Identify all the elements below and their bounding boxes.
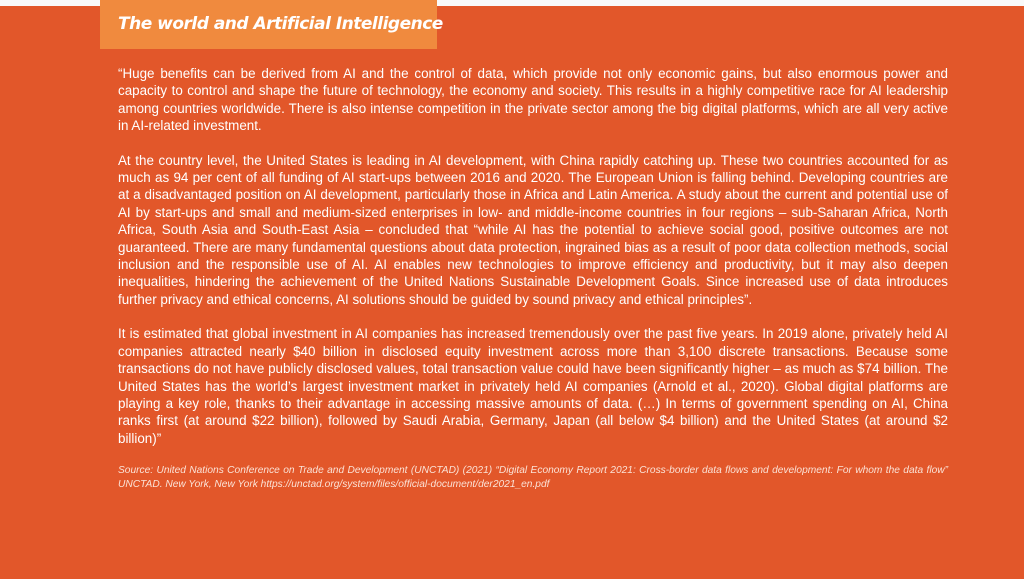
paragraph-2: At the country level, the United States is leading in AI development, with China rapidly catching up. These two countries accounted for as much as 94 per cent of all funding of AI start-ups between 2016 and 2020. The European Union is falling behind. Developing countries are at a disadvantaged position on AI development, particularly those in Africa and Latin America. A study about the current and potential use of AI by start-ups and small and medium-sized enterprises in low- and middle-income countries in four regions – sub-Saharan Africa, North Africa, South Asia and South-East Asia – concluded that “while AI has the potential to achieve social good, positive outcomes are not guaranteed. There are many fundamental questions about data protection, ingrained bias as a result of poor data collection methods, social inclusion and the responsible use of AI. AI enables new technologies to improve efficiency and productivity, but it may also deepen inequalities, hindering the achievement of the United Nations Sustainable Development Goals. Since increased use of data introduces further privacy and ethical concerns, AI solutions should be guided by sound privacy and ethical principles”. <box>118 152 948 307</box>
box-body <box>118 65 948 492</box>
source-citation: Source: United Nations Conference on Trade and Development (UNCTAD) (2021) “Digital Economy Report 2021: Cross-border data flows and development: For whom the data flow” UNCTAD. New York, New York https://unctad.org/system/files/official-document/der2021_en.pdf <box>118 465 948 491</box>
title-tab <box>100 0 443 49</box>
paragraph-1: “Huge benefits can be derived from AI and the control of data, which provide not only economic gains, but also enormous power and capacity to control and shape the future of technology, the economy and society. This results in a highly competitive race for AI leadership among countries worldwide. There is also intense competition in the private sector among the big digital platforms, which are all very active in AI-related investment. <box>118 66 948 134</box>
paragraph-3: It is estimated that global investment in AI companies has increased tremendously over the past five years. In 2019 alone, privately held AI companies attracted nearly $40 billion in disclosed equity investment across more than 3,100 discrete transactions. Because some transactions do not have publicly disclosed values, total transaction value could have been significantly higher – as much as $74 billion. The United States has the world’s largest investment market in privately held AI companies (Arnold et al., 2020). Global digital platforms are playing a key role, thanks to their advantage in accessing massive amounts of data. (…) In terms of government spending on AI, China ranks first (at around $22 billion), followed by Saudi Arabia, Germany, Japan (all below $4 billion) and the United States (at around $2 billion)” <box>118 326 948 446</box>
box-title: The world and Artificial Intelligence <box>118 14 443 34</box>
